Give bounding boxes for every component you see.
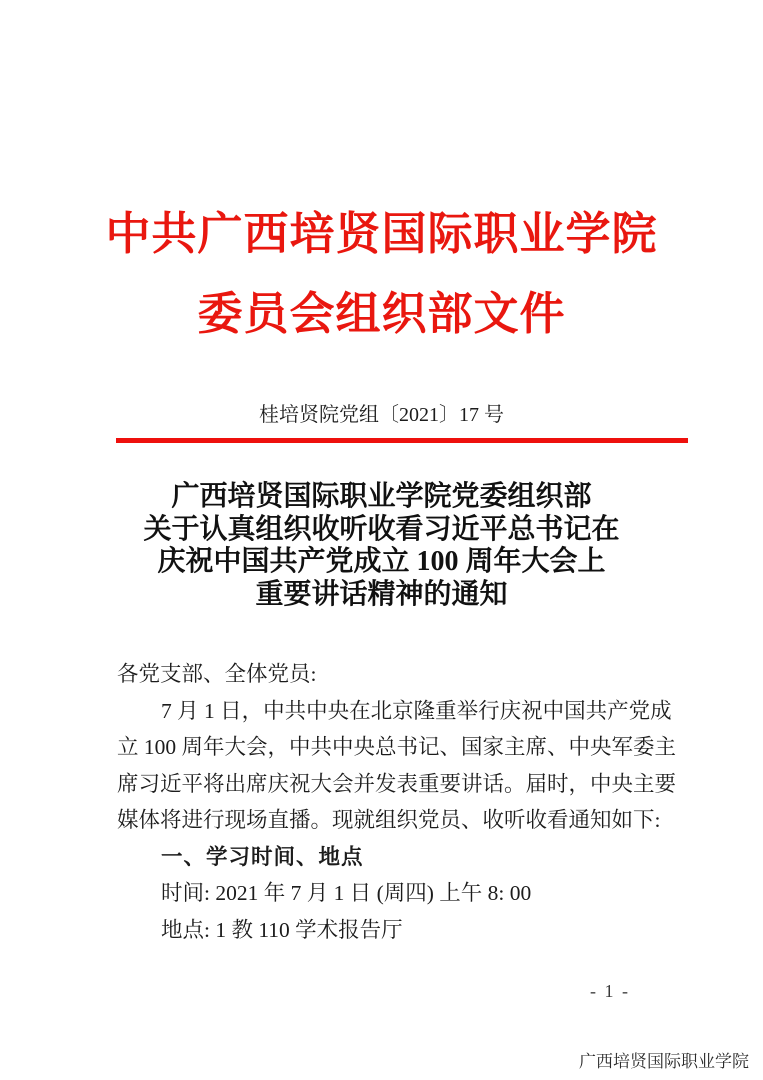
red-divider-rule — [116, 438, 688, 443]
section-1-heading: 一、学习时间、地点 — [161, 844, 364, 869]
document-body — [117, 656, 677, 948]
paragraph-line-4: 媒体将进行现场直播。现就组织党员、收听收看通知如下: — [117, 808, 661, 832]
document-title-line3: 庆祝中国共产党成立 100 周年大会上 — [157, 546, 606, 577]
document-reference-number: 桂培贤院党组〔2021〕17 号 — [259, 404, 504, 426]
paragraph-line-2: 立 100 周年大会，中共中央总书记、国家主席、中央军委主 — [117, 735, 677, 759]
meeting-time-line: 时间: 2021 年 7 月 1 日 (周四) 上午 8: 00 — [161, 881, 532, 905]
page-number: - 1 - — [590, 981, 630, 1001]
site-watermark: 广西培贤国际职业学院 — [579, 1052, 749, 1071]
letterhead-org-name-line1: 中共广西培贤国际职业学院 — [105, 209, 658, 259]
document-title-line1: 广西培贤国际职业学院党委组织部 — [171, 481, 592, 512]
meeting-place-line: 地点: 1 教 110 学术报告厅 — [161, 917, 403, 942]
paragraph-line-3: 席习近平将出席庆祝大会并发表重要讲话。届时，中央主要 — [117, 771, 677, 796]
salutation-line: 各党支部、全体党员: — [117, 662, 317, 686]
letterhead-org-name-line2: 委员会组织部文件 — [197, 289, 566, 339]
document-title-line4: 重要讲话精神的通知 — [255, 578, 508, 610]
document-title-line2: 关于认真组织收听收看习近平总书记在 — [143, 513, 620, 545]
paragraph-line-1: 7 月 1 日，中共中央在北京隆重举行庆祝中国共产党成 — [161, 698, 672, 723]
document-title — [0, 481, 763, 611]
